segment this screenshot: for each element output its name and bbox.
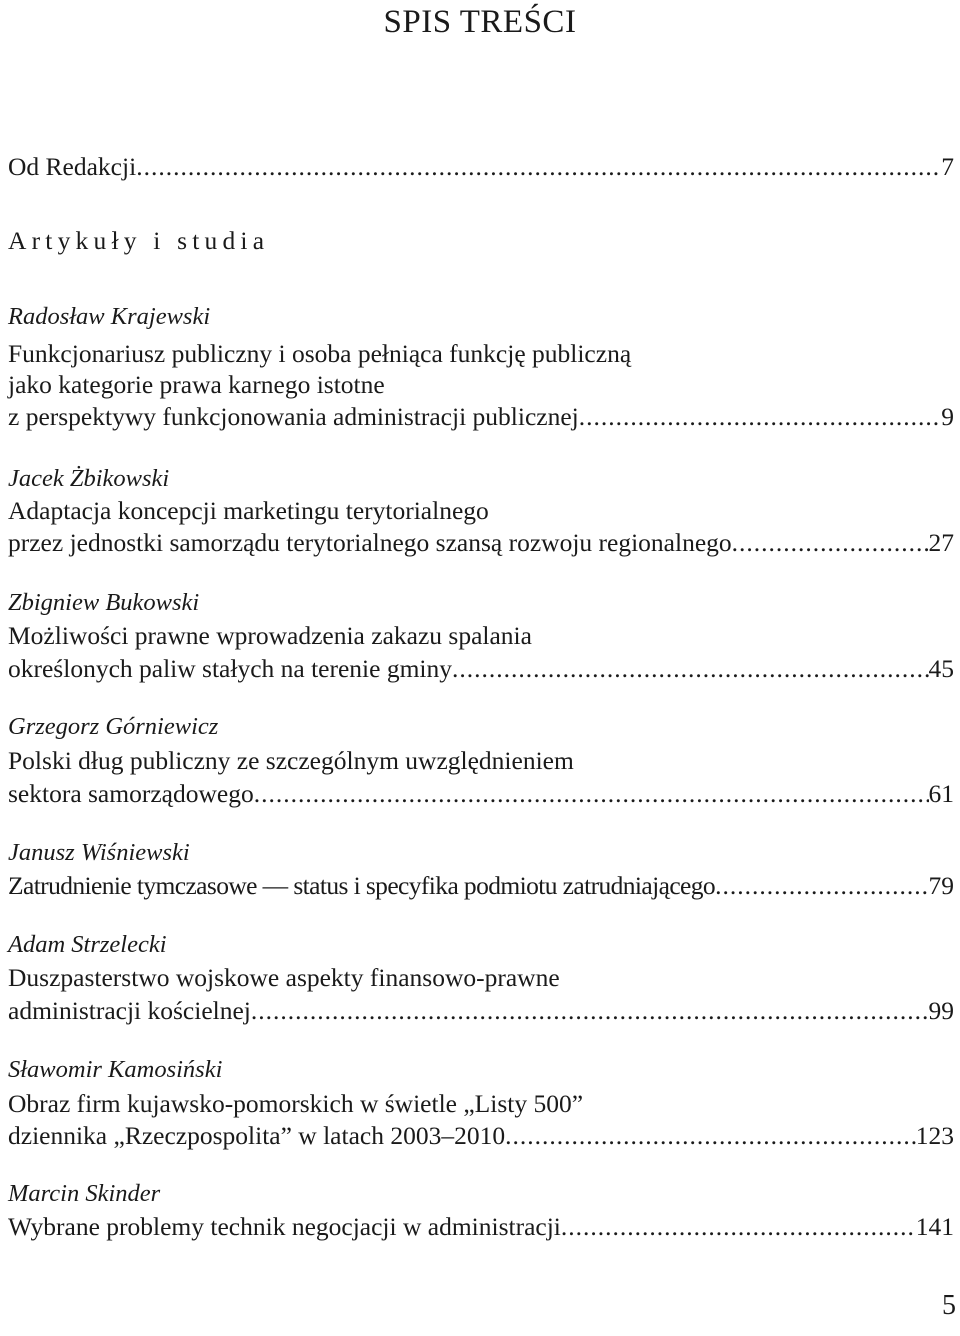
page-title: SPIS TREŚCI bbox=[383, 4, 577, 40]
toc-title-line: Wybrane problemy technik negocjacji w administracji bbox=[8, 1212, 561, 1241]
toc-author: Adam Strzelecki bbox=[8, 931, 167, 958]
toc-author: Zbigniew Bukowski bbox=[8, 589, 200, 616]
toc-page-number: 27 bbox=[928, 528, 954, 557]
dot-leader bbox=[579, 402, 942, 432]
toc-entry-final-line bbox=[8, 1212, 954, 1242]
section-heading: Artykuły i studia bbox=[8, 226, 270, 255]
dot-leader bbox=[715, 871, 928, 901]
toc-title-line: przez jednostki samorządu terytorialnego szansą rozwoju regionalnego bbox=[8, 528, 732, 557]
page-number: 5 bbox=[942, 1290, 956, 1321]
toc-entry-final-line bbox=[8, 996, 954, 1026]
dot-leader bbox=[251, 996, 929, 1026]
dot-leader bbox=[254, 779, 929, 809]
toc-title-line: Adaptacja koncepcji marketingu terytorialnego bbox=[8, 496, 489, 525]
toc-title-line: sektora samorządowego bbox=[8, 779, 254, 808]
toc-author: Marcin Skinder bbox=[8, 1180, 161, 1207]
dot-leader bbox=[452, 654, 929, 684]
toc-page-number: 123 bbox=[915, 1121, 954, 1150]
toc-title-line: określonych paliw stałych na terenie gminy bbox=[8, 654, 452, 683]
toc-entry-final-line bbox=[8, 528, 954, 558]
toc-author: Sławomir Kamosiński bbox=[8, 1056, 223, 1083]
dot-leader bbox=[561, 1212, 916, 1242]
toc-editorial bbox=[8, 152, 954, 182]
toc-page-number: 141 bbox=[915, 1212, 954, 1241]
toc-author: Janusz Wiśniewski bbox=[8, 839, 190, 866]
toc-title-line: Polski dług publiczny ze szczególnym uwzględnieniem bbox=[8, 746, 574, 775]
toc-title-line: Możliwości prawne wprowadzenia zakazu spalania bbox=[8, 621, 532, 650]
toc-page-number: 45 bbox=[928, 654, 954, 683]
dot-leader bbox=[505, 1121, 916, 1151]
toc-entry-title: Od Redakcji bbox=[8, 152, 137, 181]
dot-leader bbox=[136, 152, 941, 182]
toc-page-number: 9 bbox=[941, 402, 954, 431]
toc-entry-final-line bbox=[8, 1121, 954, 1151]
toc-entry-final-line bbox=[8, 871, 954, 901]
toc-author: Radosław Krajewski bbox=[8, 303, 211, 330]
toc-page-number: 61 bbox=[928, 779, 954, 808]
toc-entry-final-line bbox=[8, 779, 954, 809]
toc-page-number: 99 bbox=[928, 996, 954, 1025]
toc-title-line: Obraz firm kujawsko-pomorskich w świetle „Listy 500” bbox=[8, 1089, 584, 1118]
toc-entry-final-line bbox=[8, 654, 954, 684]
toc-author: Grzegorz Górniewicz bbox=[8, 713, 219, 740]
toc-page-number: 79 bbox=[928, 871, 954, 900]
dot-leader bbox=[732, 528, 929, 558]
toc-title-line: Zatrudnienie tymczasowe — status i specyfika podmiotu zatrudniającego bbox=[8, 871, 716, 900]
toc-title-line: Funkcjonariusz publiczny i osoba pełniąca funkcję publiczną bbox=[8, 339, 632, 368]
toc-title-line: jako kategorie prawa karnego istotne bbox=[8, 370, 385, 399]
toc-title-line: Duszpasterstwo wojskowe aspekty finansowo-prawne bbox=[8, 963, 560, 992]
toc-author: Jacek Żbikowski bbox=[8, 465, 170, 492]
toc-page-number: 7 bbox=[941, 152, 954, 181]
toc-title-line: dziennika „Rzeczpospolita” w latach 2003–2010 bbox=[8, 1121, 506, 1150]
toc-title-line: z perspektywy funkcjonowania administracji publicznej bbox=[8, 402, 579, 431]
toc-title-line: administracji kościelnej bbox=[8, 996, 251, 1025]
toc-entry-final-line bbox=[8, 402, 954, 432]
